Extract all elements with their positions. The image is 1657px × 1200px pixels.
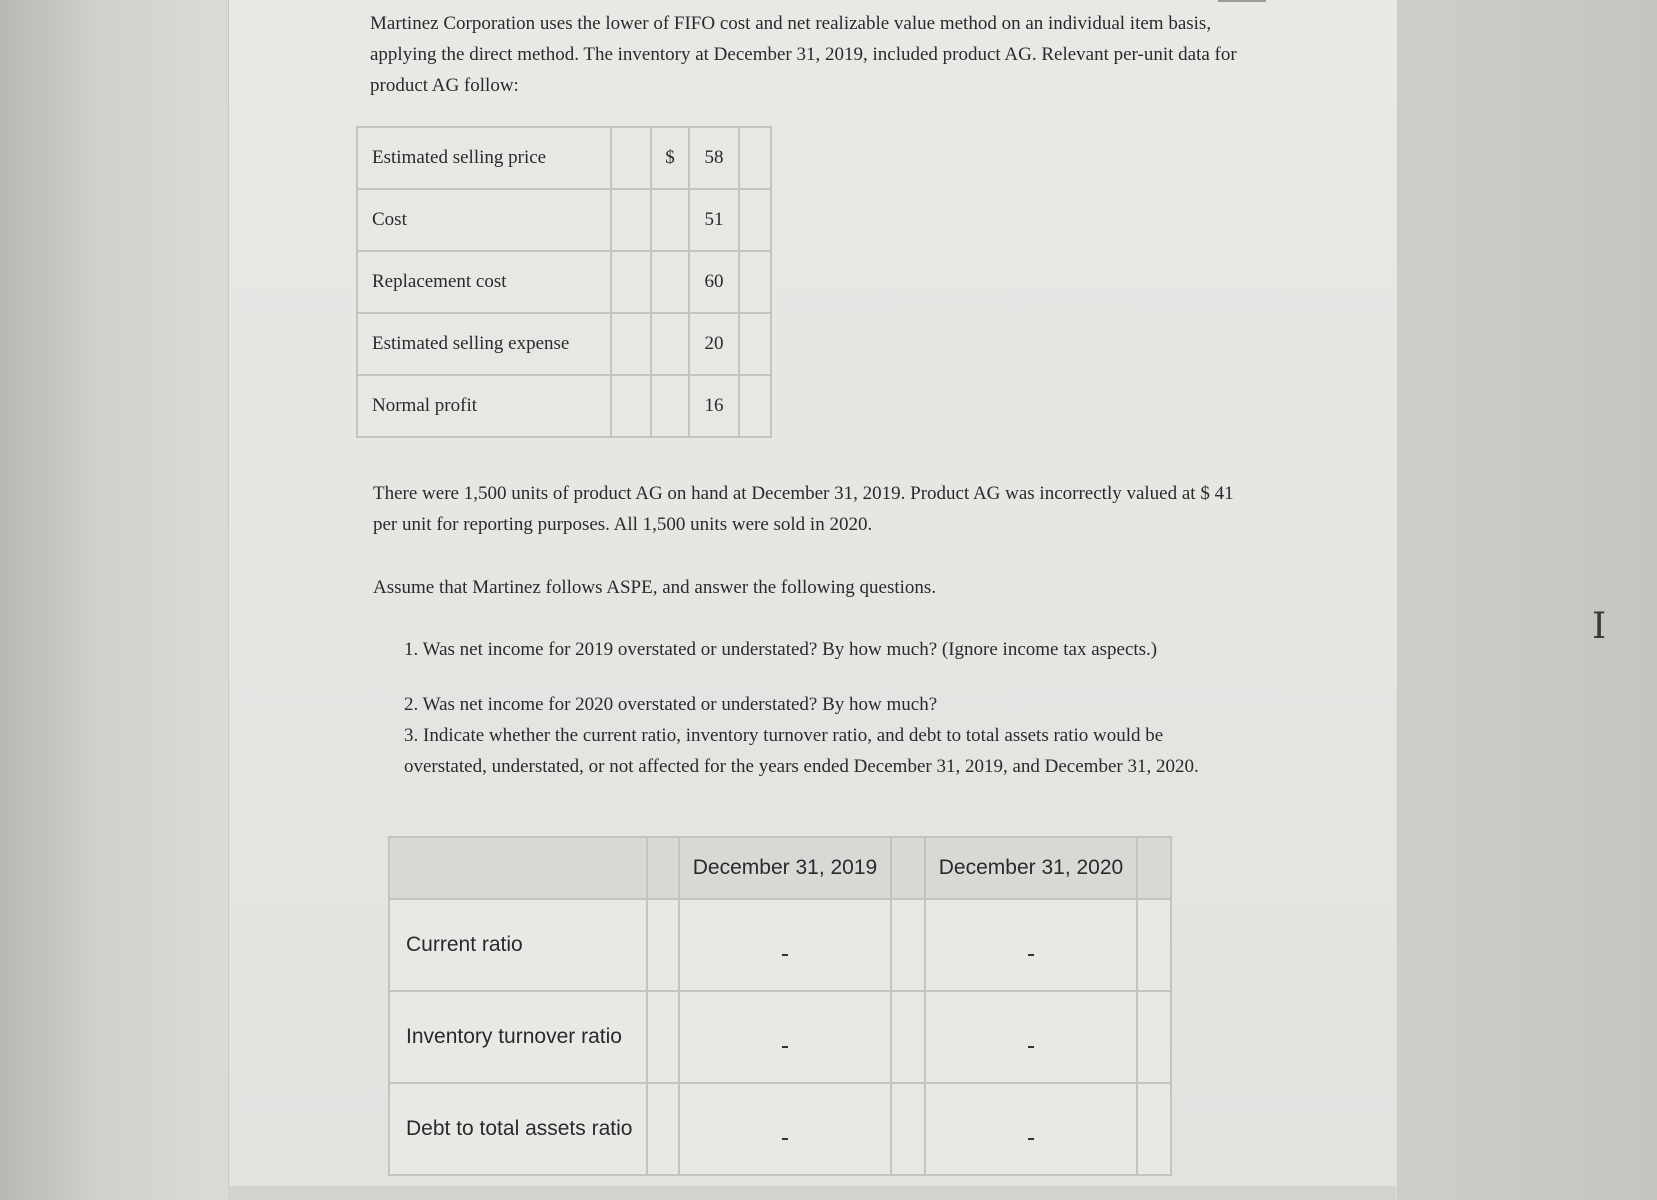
- table-header-row: [389, 837, 1171, 899]
- row-label: Estimated selling price: [357, 127, 611, 189]
- row-value: 58: [689, 127, 739, 189]
- dropdown-placeholder-icon: [782, 1138, 788, 1140]
- row-label: Estimated selling expense: [357, 313, 611, 375]
- answer-select-2019[interactable]: [679, 899, 891, 991]
- dropdown-placeholder-icon: [782, 1046, 788, 1048]
- ratio-label: Current ratio: [389, 899, 647, 991]
- dropdown-placeholder-icon: [1028, 1138, 1034, 1140]
- table-row: [357, 189, 771, 251]
- row-value: 51: [689, 189, 739, 251]
- answer-select-2019[interactable]: [679, 991, 891, 1083]
- row-label: Replacement cost: [357, 251, 611, 313]
- dropdown-placeholder-icon: [1028, 954, 1034, 956]
- assume-paragraph: Assume that Martinez follows ASPE, and answer the following questions.: [373, 577, 937, 598]
- table-row: [389, 1083, 1171, 1175]
- answer-select-2020[interactable]: [925, 899, 1137, 991]
- question-2: 2. Was net income for 2020 overstated or understated? By how much?: [404, 694, 938, 715]
- table-row: [389, 991, 1171, 1083]
- ratio-label: Inventory turnover ratio: [389, 991, 647, 1083]
- column-header-2020: December 31, 2020: [925, 837, 1137, 899]
- row-label: Cost: [357, 189, 611, 251]
- row-value: 60: [689, 251, 739, 313]
- page-edge-mark: [1218, 0, 1266, 2]
- answer-select-2019[interactable]: [679, 1083, 891, 1175]
- table-row: [357, 251, 771, 313]
- table-row: [357, 375, 771, 437]
- question-1: 1. Was net income for 2019 overstated or understated? By how much? (Ignore income tax aspects.): [404, 639, 1158, 660]
- answer-select-2020[interactable]: [925, 1083, 1137, 1175]
- unit-data-table: [356, 126, 772, 438]
- units-paragraph: There were 1,500 units of product AG on hand at December 31, 2019. Product AG was incorrectly valued at $ 41 per unit for reporting purposes. All 1,500 units were sold in 2020.: [373, 483, 1234, 535]
- row-value: 16: [689, 375, 739, 437]
- page-bottom-edge: [228, 1186, 1396, 1200]
- table-row: [389, 899, 1171, 991]
- intro-paragraph: Martinez Corporation uses the lower of FIFO cost and net realizable value method on an individual item basis, applying the direct method. The inventory at December 31, 2019, included product AG. Relevant per-unit data for product AG follow:: [370, 13, 1237, 96]
- table-row: [357, 313, 771, 375]
- question-3: 3. Indicate whether the current ratio, inventory turnover ratio, and debt to total assets ratio would be overstated, understated, or not affected for the years ended December 31, 2019, and December 31, 2020.: [404, 725, 1199, 777]
- dropdown-placeholder-icon: [1028, 1046, 1034, 1048]
- row-label: Normal profit: [357, 375, 611, 437]
- row-value: 20: [689, 313, 739, 375]
- answer-select-2020[interactable]: [925, 991, 1137, 1083]
- text-cursor-icon: I: [1592, 606, 1607, 647]
- currency-symbol: $: [651, 127, 689, 189]
- dropdown-placeholder-icon: [782, 954, 788, 956]
- ratio-effect-table: [388, 836, 1172, 1176]
- table-row: [357, 127, 771, 189]
- column-header-2019: December 31, 2019: [679, 837, 891, 899]
- ratio-label: Debt to total assets ratio: [389, 1083, 647, 1175]
